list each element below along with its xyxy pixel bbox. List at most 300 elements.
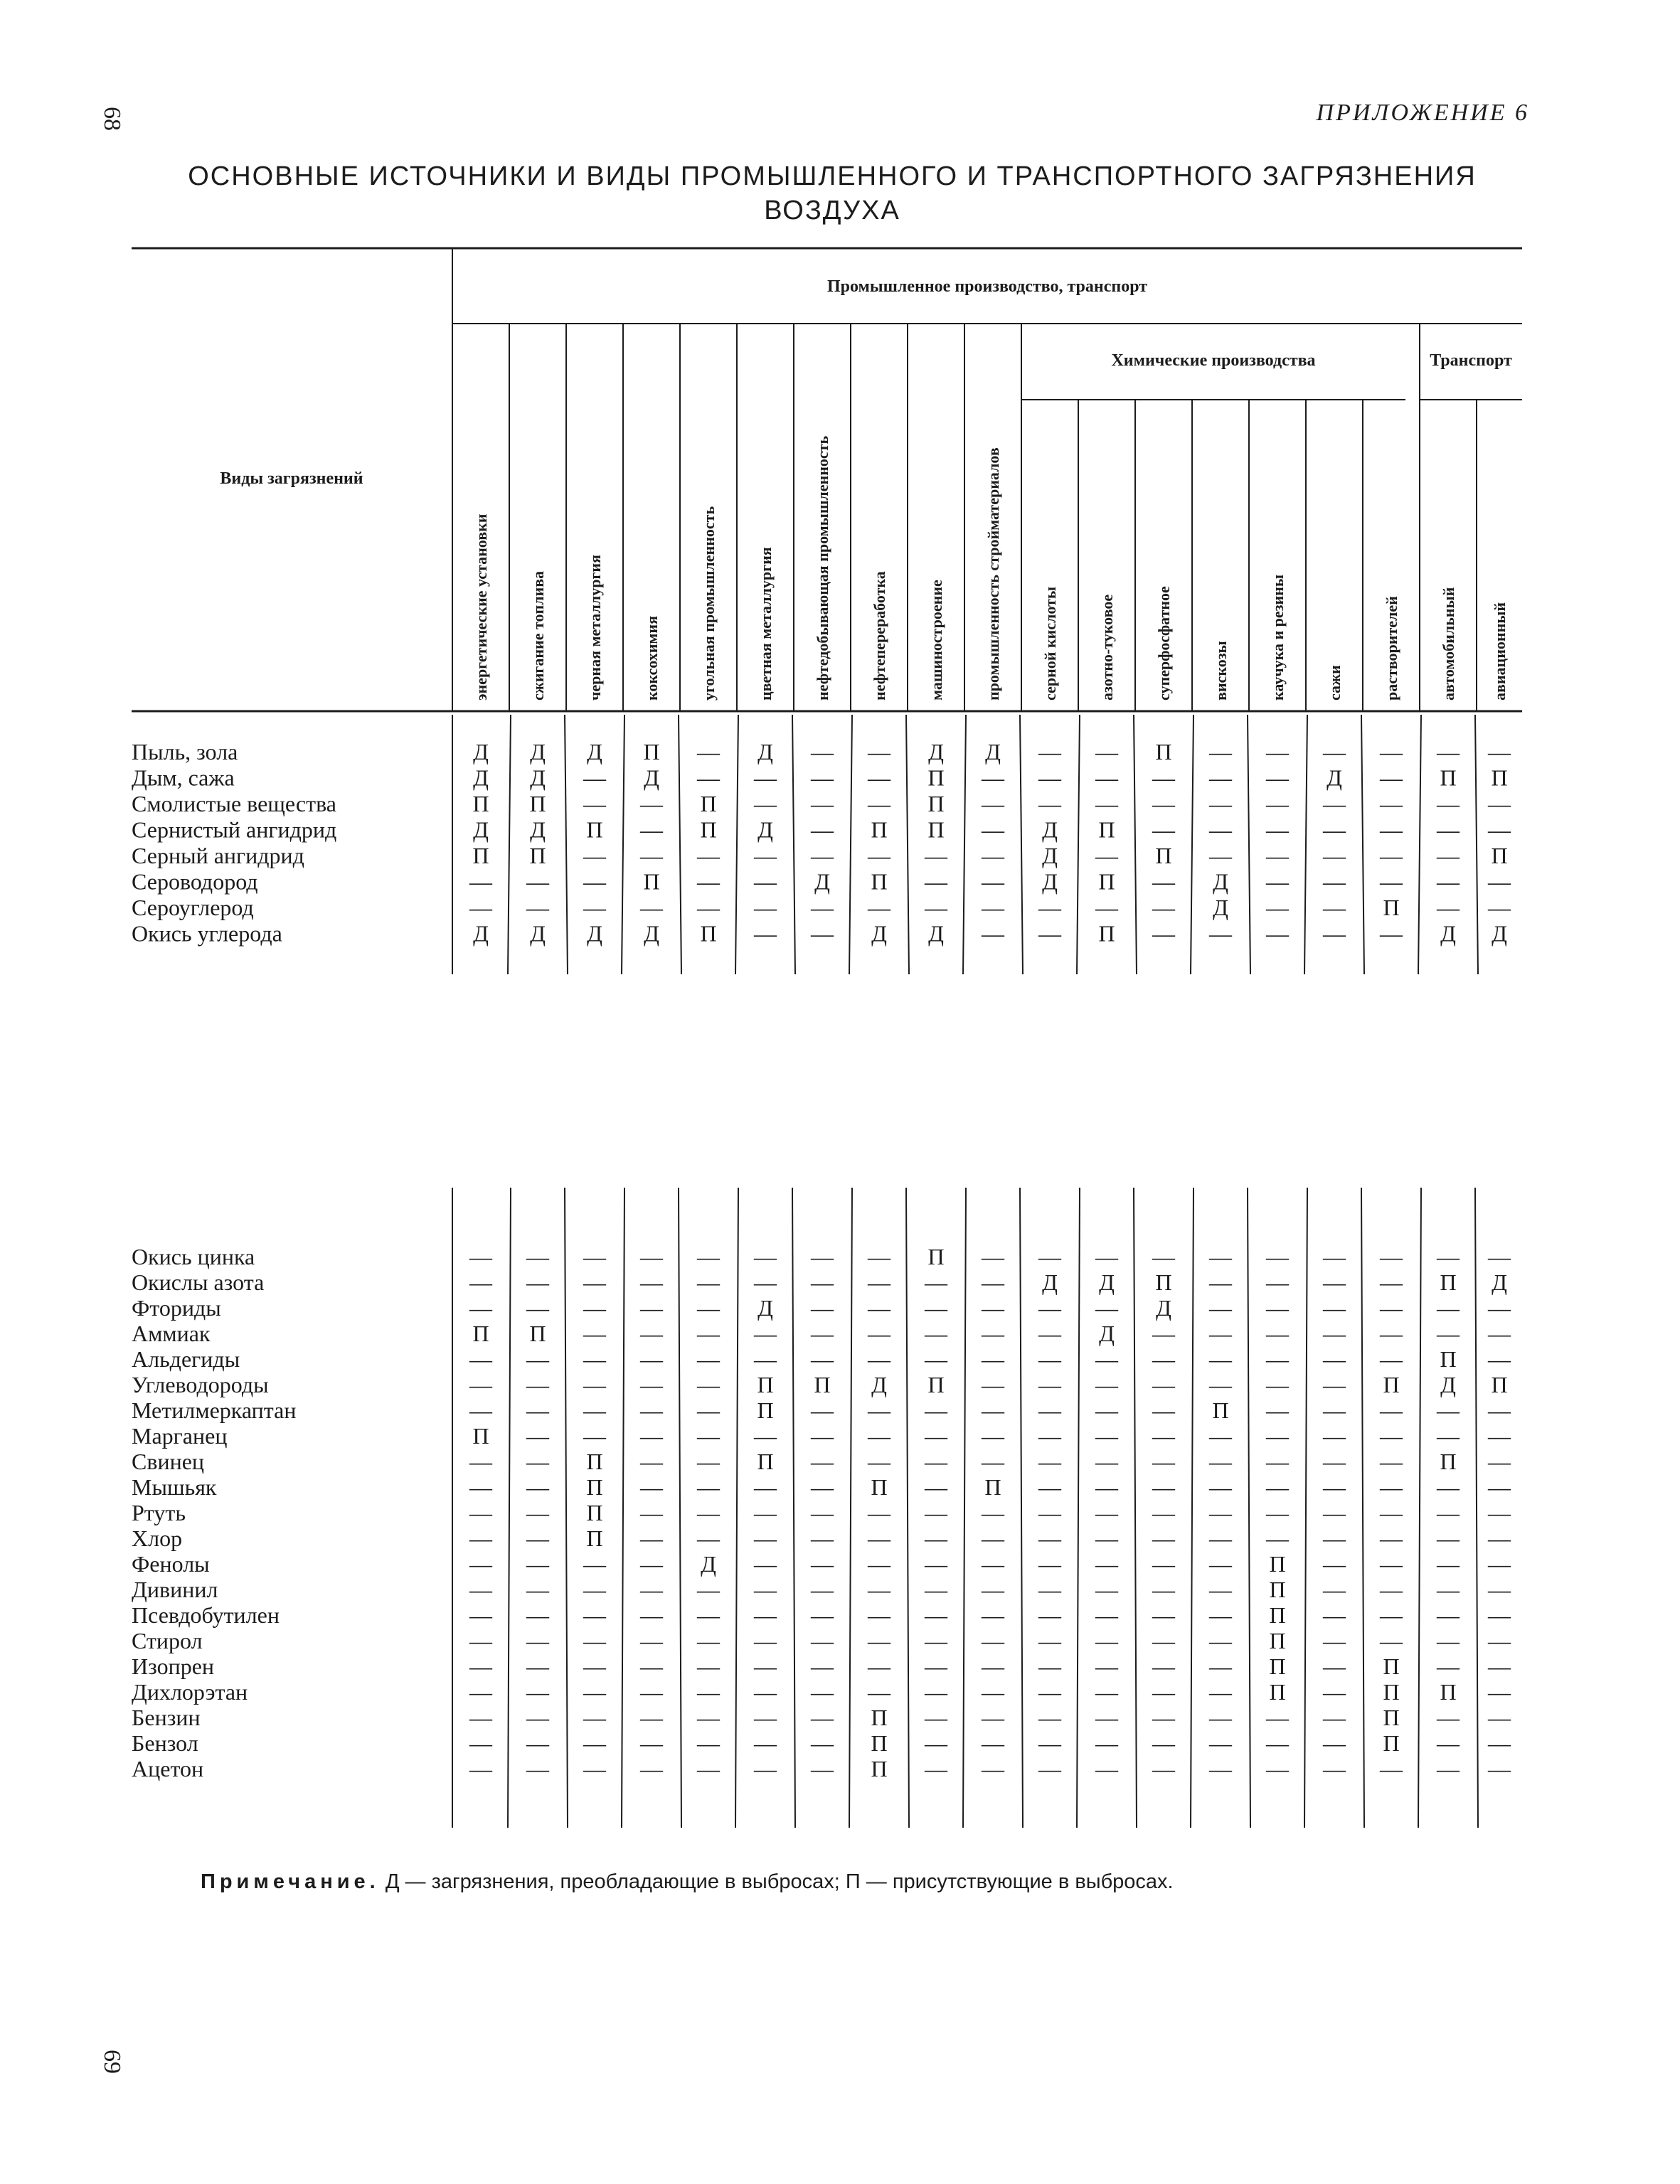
- table-cell: —: [868, 1269, 890, 1295]
- table-cell: —: [868, 843, 890, 868]
- table-cell: —: [697, 1244, 720, 1269]
- table-cell: —: [868, 739, 890, 765]
- table-cell: —: [1266, 1372, 1289, 1397]
- table-cell: —: [754, 1346, 777, 1372]
- table-cell: —: [1323, 843, 1346, 868]
- page-number-top: 68: [99, 107, 125, 131]
- table-cell: —: [868, 791, 890, 816]
- table-cell: —: [1488, 791, 1511, 816]
- table-cell: —: [583, 1423, 606, 1449]
- table-cell: —: [1380, 1423, 1403, 1449]
- table-cell: П: [1269, 1602, 1286, 1628]
- table-cell: —: [1437, 1628, 1460, 1653]
- table-cell: —: [1095, 1628, 1118, 1653]
- column-header: азотно-туковое: [1098, 594, 1116, 701]
- table-cell: —: [1380, 1500, 1403, 1525]
- table-cell: П: [1155, 843, 1172, 868]
- table-cell: —: [811, 1244, 834, 1269]
- table-cell: —: [1266, 1269, 1289, 1295]
- table-cell: —: [754, 920, 777, 947]
- block1-column-separator: [679, 715, 681, 974]
- table-cell: —: [811, 1730, 834, 1756]
- table-cell: —: [1380, 1321, 1403, 1346]
- table-cell: —: [526, 1346, 549, 1372]
- table-cell: —: [1095, 1295, 1118, 1321]
- pollutant-name: Фенолы: [132, 1551, 210, 1577]
- table-cell: —: [1488, 739, 1511, 765]
- table-cell: П: [472, 1321, 489, 1346]
- table-cell: —: [811, 791, 834, 816]
- table-cell: П: [871, 1705, 888, 1730]
- table-cell: —: [1437, 816, 1460, 843]
- table-cell: —: [640, 1525, 663, 1551]
- table-cell: —: [1038, 1551, 1061, 1577]
- table-cell: —: [640, 1653, 663, 1679]
- table-cell: —: [526, 1372, 549, 1397]
- table-cell: П: [700, 791, 717, 816]
- table-cell: —: [1323, 739, 1346, 765]
- table-cell: —: [640, 1577, 663, 1602]
- table-cell: —: [811, 1756, 834, 1781]
- table-cell: —: [811, 920, 834, 947]
- table-cell: Д: [473, 739, 489, 765]
- table-cell: —: [1095, 739, 1118, 765]
- table-cell: —: [811, 895, 834, 920]
- table-cell: —: [1209, 920, 1232, 947]
- pollutant-name: Дым, сажа: [132, 765, 235, 791]
- table-cell: —: [1266, 1500, 1289, 1525]
- table-cell: —: [1437, 1423, 1460, 1449]
- block2-column-separator: [906, 1188, 909, 1828]
- table-cell: —: [1095, 1397, 1118, 1423]
- table-cell: Д: [587, 739, 602, 765]
- column-header: автомобильный: [1440, 587, 1457, 701]
- table-cell: —: [925, 1551, 947, 1577]
- block1-column-separator: [565, 715, 568, 974]
- table-cell: —: [1488, 1423, 1511, 1449]
- table-cell: —: [469, 1525, 492, 1551]
- table-cell: —: [1038, 791, 1061, 816]
- table-cell: —: [1266, 1525, 1289, 1551]
- table-cell: —: [1437, 739, 1460, 765]
- table-cell: Д: [871, 1372, 887, 1397]
- table-cell: П: [1383, 1730, 1400, 1756]
- table-cell: —: [697, 895, 720, 920]
- top-header-label: Промышленное производство, транспорт: [826, 277, 1148, 296]
- pollutant-name: Мышьяк: [132, 1474, 217, 1500]
- table-cell: —: [526, 1474, 549, 1500]
- table-cell: —: [1038, 1628, 1061, 1653]
- table-cell: —: [982, 1730, 1004, 1756]
- table-cell: П: [1098, 920, 1115, 947]
- table-cell: Д: [1492, 1269, 1507, 1295]
- table-cell: Д: [701, 1551, 716, 1577]
- table-cell: П: [927, 765, 945, 791]
- table-cell: П: [814, 1372, 831, 1397]
- table-cell: —: [697, 868, 720, 895]
- table-cell: —: [1380, 1449, 1403, 1474]
- pollutant-name: Бензин: [132, 1705, 201, 1730]
- table-cell: —: [1488, 1295, 1511, 1321]
- table-cell: П: [927, 791, 945, 816]
- table-cell: —: [1209, 1500, 1232, 1525]
- table-cell: —: [982, 1397, 1004, 1423]
- table-cell: —: [982, 1423, 1004, 1449]
- table-cell: —: [1038, 895, 1061, 920]
- table-cell: —: [811, 1628, 834, 1653]
- table-cell: —: [583, 1346, 606, 1372]
- table-cell: Д: [871, 920, 887, 947]
- table-cell: —: [1266, 1397, 1289, 1423]
- table-cell: —: [1095, 1756, 1118, 1781]
- table-cell: —: [754, 1551, 777, 1577]
- column-header: коксохимия: [643, 616, 661, 701]
- table-cell: —: [640, 1244, 663, 1269]
- block2-column-separator: [508, 1188, 511, 1828]
- table-cell: —: [1380, 1397, 1403, 1423]
- table-cell: —: [1266, 1295, 1289, 1321]
- row-header-label: Виды загрязнений: [220, 469, 363, 488]
- table-cell: —: [1488, 1525, 1511, 1551]
- pollutant-name: Стирол: [132, 1628, 203, 1653]
- table-cell: —: [697, 1628, 720, 1653]
- table-cell: П: [927, 816, 945, 843]
- block1-column-separator: [1361, 715, 1364, 974]
- table-cell: Д: [530, 739, 546, 765]
- table-cell: —: [1152, 1346, 1175, 1372]
- block1-column-separator: [792, 715, 795, 974]
- table-cell: —: [1437, 1756, 1460, 1781]
- table-cell: —: [1266, 816, 1289, 843]
- table-cell: —: [697, 1346, 720, 1372]
- table-cell: —: [1209, 1602, 1232, 1628]
- table-cell: —: [640, 1551, 663, 1577]
- column-header: цветная металлургия: [757, 547, 775, 701]
- table-cell: —: [982, 1705, 1004, 1730]
- table-cell: —: [1380, 868, 1403, 895]
- table-cell: —: [1038, 765, 1061, 791]
- table-cell: —: [1209, 739, 1232, 765]
- table-cell: П: [472, 843, 489, 868]
- table-cell: —: [1488, 1500, 1511, 1525]
- table-cell: П: [472, 1423, 489, 1449]
- table-cell: П: [586, 1449, 603, 1474]
- table-cell: П: [586, 816, 603, 843]
- block1-column-separator: [1134, 715, 1137, 974]
- table-cell: —: [1038, 1295, 1061, 1321]
- table-cell: —: [1437, 1653, 1460, 1679]
- table-cell: —: [583, 1705, 606, 1730]
- column-header: вискозы: [1212, 641, 1230, 701]
- table-cell: —: [1095, 1423, 1118, 1449]
- group-header-transport: Транспорт: [1430, 351, 1512, 370]
- table-cell: —: [1209, 1525, 1232, 1551]
- table-cell: —: [1095, 1577, 1118, 1602]
- table-cell: —: [811, 1423, 834, 1449]
- pollutant-name: Сернистый ангидрид: [132, 816, 337, 843]
- table-cell: —: [1266, 1449, 1289, 1474]
- table-cell: —: [1266, 868, 1289, 895]
- table-cell: —: [640, 1730, 663, 1756]
- table-cell: —: [811, 1295, 834, 1321]
- table-cell: П: [1440, 1346, 1457, 1372]
- column-header: энергетические установки: [472, 513, 490, 701]
- table-cell: —: [1488, 1449, 1511, 1474]
- table-cell: —: [925, 1705, 947, 1730]
- block1-column-separator: [1077, 715, 1080, 974]
- table-cell: —: [526, 1500, 549, 1525]
- table-cell: —: [1266, 1705, 1289, 1730]
- table-cell: П: [586, 1500, 603, 1525]
- table-cell: —: [868, 1449, 890, 1474]
- table-cell: —: [1323, 1602, 1346, 1628]
- table-cell: —: [469, 1705, 492, 1730]
- table-cell: —: [1437, 1577, 1460, 1602]
- table-cell: —: [982, 816, 1004, 843]
- table-cell: —: [982, 1653, 1004, 1679]
- table-cell: Д: [1213, 868, 1228, 895]
- table-cell: —: [1266, 1730, 1289, 1756]
- table-cell: —: [1152, 868, 1175, 895]
- table-cell: —: [925, 1269, 947, 1295]
- table-cell: —: [469, 1397, 492, 1423]
- table-cell: —: [754, 1474, 777, 1500]
- table-cell: П: [757, 1372, 774, 1397]
- table-cell: П: [1491, 1372, 1508, 1397]
- table-cell: —: [1209, 1372, 1232, 1397]
- table-cell: —: [1095, 1679, 1118, 1705]
- block2-column-separator: [679, 1188, 681, 1828]
- table-cell: —: [811, 1449, 834, 1474]
- table-cell: —: [1323, 1525, 1346, 1551]
- table-cell: —: [1095, 1449, 1118, 1474]
- block1-column-separator: [1475, 715, 1478, 974]
- table-cell: Д: [1327, 765, 1342, 791]
- table-cell: —: [469, 1679, 492, 1705]
- table-cell: —: [868, 1346, 890, 1372]
- column-header: суперфосфатное: [1155, 586, 1173, 701]
- footnote-text: Д — загрязнения, преобладающие в выбросах; П — присутствующие в выбросах.: [385, 1870, 1174, 1893]
- table-cell: —: [697, 739, 720, 765]
- table-cell: П: [1098, 868, 1115, 895]
- table-cell: —: [1209, 1244, 1232, 1269]
- table-cell: —: [754, 1628, 777, 1653]
- column-header: черная металлургия: [586, 555, 604, 701]
- table-cell: —: [868, 1602, 890, 1628]
- table-cell: —: [811, 843, 834, 868]
- table-cell: —: [583, 868, 606, 895]
- table-cell: —: [868, 1679, 890, 1705]
- table-cell: —: [982, 791, 1004, 816]
- table-cell: —: [640, 1346, 663, 1372]
- table-cell: Д: [928, 920, 944, 947]
- table-cell: —: [697, 1449, 720, 1474]
- table-cell: —: [1380, 1602, 1403, 1628]
- table-cell: —: [640, 1628, 663, 1653]
- table-cell: —: [526, 1628, 549, 1653]
- table-cell: —: [1038, 1525, 1061, 1551]
- table-cell: —: [925, 1474, 947, 1500]
- table-cell: —: [697, 1295, 720, 1321]
- table-cell: —: [469, 1628, 492, 1653]
- block2-column-separator: [1077, 1188, 1080, 1828]
- table-cell: —: [1038, 1423, 1061, 1449]
- table-cell: —: [1152, 1705, 1175, 1730]
- pollutant-name: Ртуть: [132, 1500, 186, 1525]
- table-cell: —: [640, 1423, 663, 1449]
- table-cell: Д: [1492, 920, 1507, 947]
- table-cell: —: [526, 1551, 549, 1577]
- table-cell: Д: [530, 920, 546, 947]
- table-cell: Д: [473, 816, 489, 843]
- table-cell: —: [697, 1602, 720, 1628]
- table-cell: —: [1437, 1602, 1460, 1628]
- table-cell: —: [1152, 895, 1175, 920]
- table-cell: П: [1269, 1679, 1286, 1705]
- table-cell: —: [1437, 1500, 1460, 1525]
- table-cell: —: [811, 816, 834, 843]
- table-cell: —: [982, 1628, 1004, 1653]
- table-cell: П: [529, 791, 546, 816]
- table-cell: —: [1488, 1653, 1511, 1679]
- table-cell: —: [1038, 1705, 1061, 1730]
- table-cell: —: [754, 1602, 777, 1628]
- block2-column-separator: [1361, 1188, 1364, 1828]
- table-cell: —: [811, 1474, 834, 1500]
- table-cell: П: [1440, 1269, 1457, 1295]
- table-cell: —: [1095, 1730, 1118, 1756]
- table-cell: Д: [814, 868, 830, 895]
- table-cell: —: [1323, 920, 1346, 947]
- table-cell: Д: [644, 765, 659, 791]
- column-header: промышленность стройматериалов: [984, 447, 1002, 701]
- table-cell: —: [1266, 1756, 1289, 1781]
- pollutant-name: Фториды: [132, 1295, 221, 1321]
- table-cell: Д: [1440, 1372, 1456, 1397]
- table-cell: —: [1380, 1756, 1403, 1781]
- table-cell: —: [583, 1397, 606, 1423]
- table-cell: —: [982, 1602, 1004, 1628]
- table-cell: —: [1323, 868, 1346, 895]
- block1-column-separator: [849, 715, 852, 974]
- table-cell: П: [871, 1730, 888, 1756]
- table-cell: —: [1380, 1244, 1403, 1269]
- table-cell: —: [982, 868, 1004, 895]
- table-cell: —: [1380, 1346, 1403, 1372]
- table-cell: —: [1152, 920, 1175, 947]
- table-cell: П: [1098, 816, 1115, 843]
- table-cell: —: [583, 1653, 606, 1679]
- pollutant-name: Бензол: [132, 1730, 198, 1756]
- table-cell: —: [1095, 1602, 1118, 1628]
- table-cell: —: [925, 1449, 947, 1474]
- title-line-1: ОСНОВНЫЕ ИСТОЧНИКИ И ВИДЫ ПРОМЫШЛЕННОГО И ТРАНСПОРТНОГО ЗАГРЯЗНЕНИЯ: [188, 161, 1477, 191]
- table-cell: —: [868, 765, 890, 791]
- table-cell: П: [1155, 739, 1172, 765]
- table-cell: —: [754, 1269, 777, 1295]
- table-cell: —: [754, 765, 777, 791]
- table-cell: —: [868, 895, 890, 920]
- table-cell: —: [1209, 1705, 1232, 1730]
- table-cell: —: [754, 1756, 777, 1781]
- table-cell: —: [1152, 1449, 1175, 1474]
- table-cell: —: [1488, 1602, 1511, 1628]
- table-cell: Д: [928, 739, 944, 765]
- table-cell: —: [697, 1679, 720, 1705]
- table-cell: —: [1380, 1628, 1403, 1653]
- table-cell: —: [1380, 791, 1403, 816]
- table-cell: —: [640, 791, 663, 816]
- page-number-bottom: 69: [99, 2050, 125, 2074]
- table-cell: —: [1380, 1525, 1403, 1551]
- table-cell: —: [1209, 1321, 1232, 1346]
- table-cell: Д: [1042, 843, 1058, 868]
- table-cell: —: [1266, 1346, 1289, 1372]
- table-cell: —: [754, 791, 777, 816]
- block1-column-separator: [1020, 715, 1023, 974]
- table-cell: —: [811, 1321, 834, 1346]
- table-cell: —: [754, 1577, 777, 1602]
- table-cell: —: [925, 1730, 947, 1756]
- block1-column-separator: [508, 715, 511, 974]
- table-cell: —: [1323, 1577, 1346, 1602]
- table-cell: —: [640, 1449, 663, 1474]
- table-cell: —: [1038, 1756, 1061, 1781]
- table-cell: —: [1038, 1602, 1061, 1628]
- pollutant-name: Окислы азота: [132, 1269, 265, 1295]
- table-cell: —: [1095, 1525, 1118, 1551]
- block1-column-separator: [735, 715, 738, 974]
- table-cell: —: [583, 1730, 606, 1756]
- table-cell: —: [1209, 1577, 1232, 1602]
- table-cell: —: [1209, 1679, 1232, 1705]
- block2-column-separator: [1304, 1188, 1307, 1828]
- table-cell: —: [640, 816, 663, 843]
- table-cell: —: [1437, 791, 1460, 816]
- table-cell: —: [640, 1295, 663, 1321]
- table-cell: —: [1380, 739, 1403, 765]
- table-cell: —: [583, 1321, 606, 1346]
- table-cell: —: [811, 765, 834, 791]
- table-cell: —: [925, 1679, 947, 1705]
- table-cell: Д: [1099, 1269, 1115, 1295]
- table-cell: Д: [985, 739, 1001, 765]
- table-cell: —: [1323, 1372, 1346, 1397]
- table-cell: —: [526, 1244, 549, 1269]
- table-cell: П: [1440, 765, 1457, 791]
- table-cell: —: [640, 895, 663, 920]
- table-cell: —: [811, 1577, 834, 1602]
- appendix-label: ПРИЛОЖЕНИЕ 6: [1316, 100, 1529, 126]
- pollutant-name: Свинец: [132, 1449, 205, 1474]
- table-cell: —: [1152, 765, 1175, 791]
- table-cell: —: [1038, 1321, 1061, 1346]
- table-cell: —: [1152, 1653, 1175, 1679]
- table-cell: —: [754, 1500, 777, 1525]
- column-header: авиационный: [1491, 602, 1509, 701]
- table-cell: Д: [1042, 868, 1058, 895]
- table-cell: П: [1269, 1551, 1286, 1577]
- table-cell: —: [697, 765, 720, 791]
- table-cell: —: [1266, 739, 1289, 765]
- table-cell: —: [811, 1653, 834, 1679]
- table-cell: —: [1323, 1730, 1346, 1756]
- table-cell: —: [1152, 791, 1175, 816]
- table-cell: П: [1212, 1397, 1229, 1423]
- table-cell: —: [1437, 1705, 1460, 1730]
- table-cell: —: [1488, 1346, 1511, 1372]
- table-cell: —: [583, 1372, 606, 1397]
